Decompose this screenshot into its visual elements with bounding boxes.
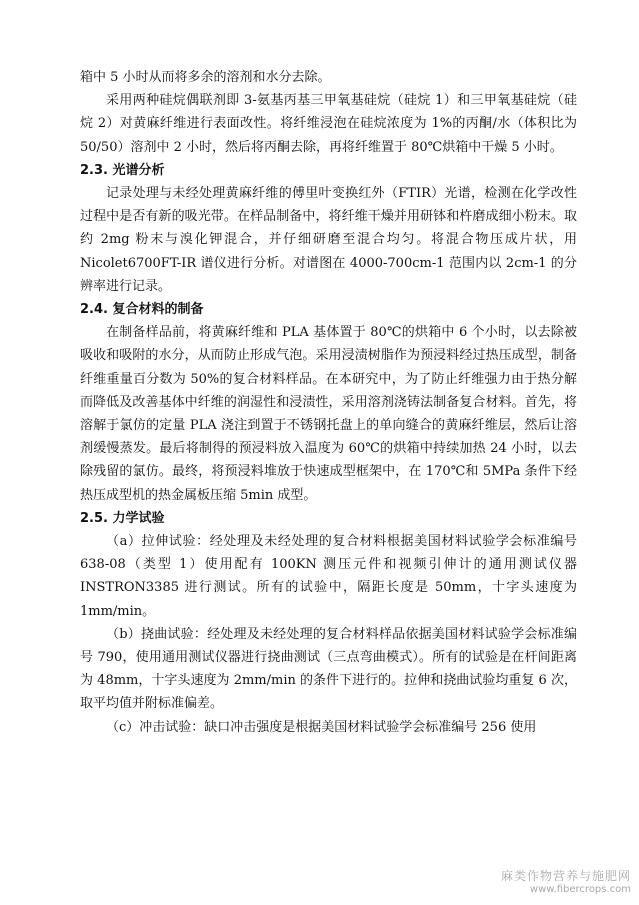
paragraph-continuation: 箱中 5 小时从而将多余的溶剂和水分去除。 xyxy=(80,70,331,85)
section-heading-2-4: 2.4. 复合材料的制备 xyxy=(80,302,204,318)
paragraph-impact-test: （c）冲击试验：缺口冲击强度是根据美国材料试验学会标准编号 256 使用 xyxy=(106,719,537,735)
paragraph-ftir: 记录处理与未经处理黄麻纤维的傅里叶变换红外（FTIR）光谱，检测在化学改性过程中是否有新的吸光带。在样品制备中，将纤维干燥并用研钵和杵磨成细小粉末。取约 2mg 粉末与溴化钾混合，并仔细研磨至混合均匀。将混合物压成片状，用 Nicolet6700FT-IR 谱仪进行分析。对谱图在 4000-700cm-1 范围内以 2cm-1 的分辨率进行记录。 xyxy=(80,186,577,294)
paragraph-composite-prep: 在制备样品前，将黄麻纤维和 PLA 基体置于 80℃的烘箱中 6 个小时，以去除被吸收和吸附的水分，从而防止形成气泡。采用浸渍树脂作为预浸料经过热压成型，制备纤维重量百分数为 50%的复合材料样品。在本研究中，为了防止纤维强力由于热分解而降低及改善基体中纤维的润湿性和浸渍性，采用溶剂浇铸法制备复合材料。首先，将溶解于氯仿的定量 PLA 浇注到置于不锈钢托盘上的单向缝合的黄麻纤维层，然后让溶剂缓慢蒸发。最后将制得的预浸料放入温度为 60℃的烘箱中持续加热 24 小时，以去除残留的氯仿。最终，将预浸料堆放于快速成型框架中，在 170℃和 5MPa 条件下经热压成型机的热金属板压缩 5min 成型。 xyxy=(80,325,577,503)
paragraph-flexural-test: （b）挠曲试验：经处理及未经处理的复合材料样品依据美国材料试验学会标准编号 790，使用通用测试仪器进行挠曲测试（三点弯曲模式）。所有的试验是在杆间距离为 48mm，十字头速度为 2mm/min 的条件下进行的。拉伸和挠曲试验均重复 6 次，取平均值并附标准偏差。 xyxy=(80,626,577,712)
paragraph-tensile-test: （a）拉伸试验：经处理及未经处理的复合材料根据美国材料试验学会标准编号 638-08（类型 1）使用配有 100KN 测压元件和视频引伸计的通用测试仪器 INSTRON3385 进行测试。所有的试验中，隔距长度是 50mm，十字头速度为 1mm/min。 xyxy=(80,534,577,619)
watermark-title: 麻类作物营养与施肥网 xyxy=(500,869,631,883)
watermark-url: www.fibercrops.com xyxy=(529,884,631,895)
site-watermark xyxy=(501,867,631,895)
section-heading-2-3: 2.3. 光谱分析 xyxy=(80,162,165,178)
paragraph-silane-treatment: 采用两种硅烷偶联剂即 3-氨基丙基三甲氧基硅烷（硅烷 1）和三甲氧基硅烷（硅烷 2）对黄麻纤维进行表面改性。将纤维浸泡在硅烷浓度为 1%的丙酮/水（体积比为 50/50）溶剂中 2 小时，然后将丙酮去除，再将纤维置于 80℃烘箱中干燥 5 小时。 xyxy=(80,93,577,155)
section-heading-2-5: 2.5. 力学试验 xyxy=(80,510,165,526)
